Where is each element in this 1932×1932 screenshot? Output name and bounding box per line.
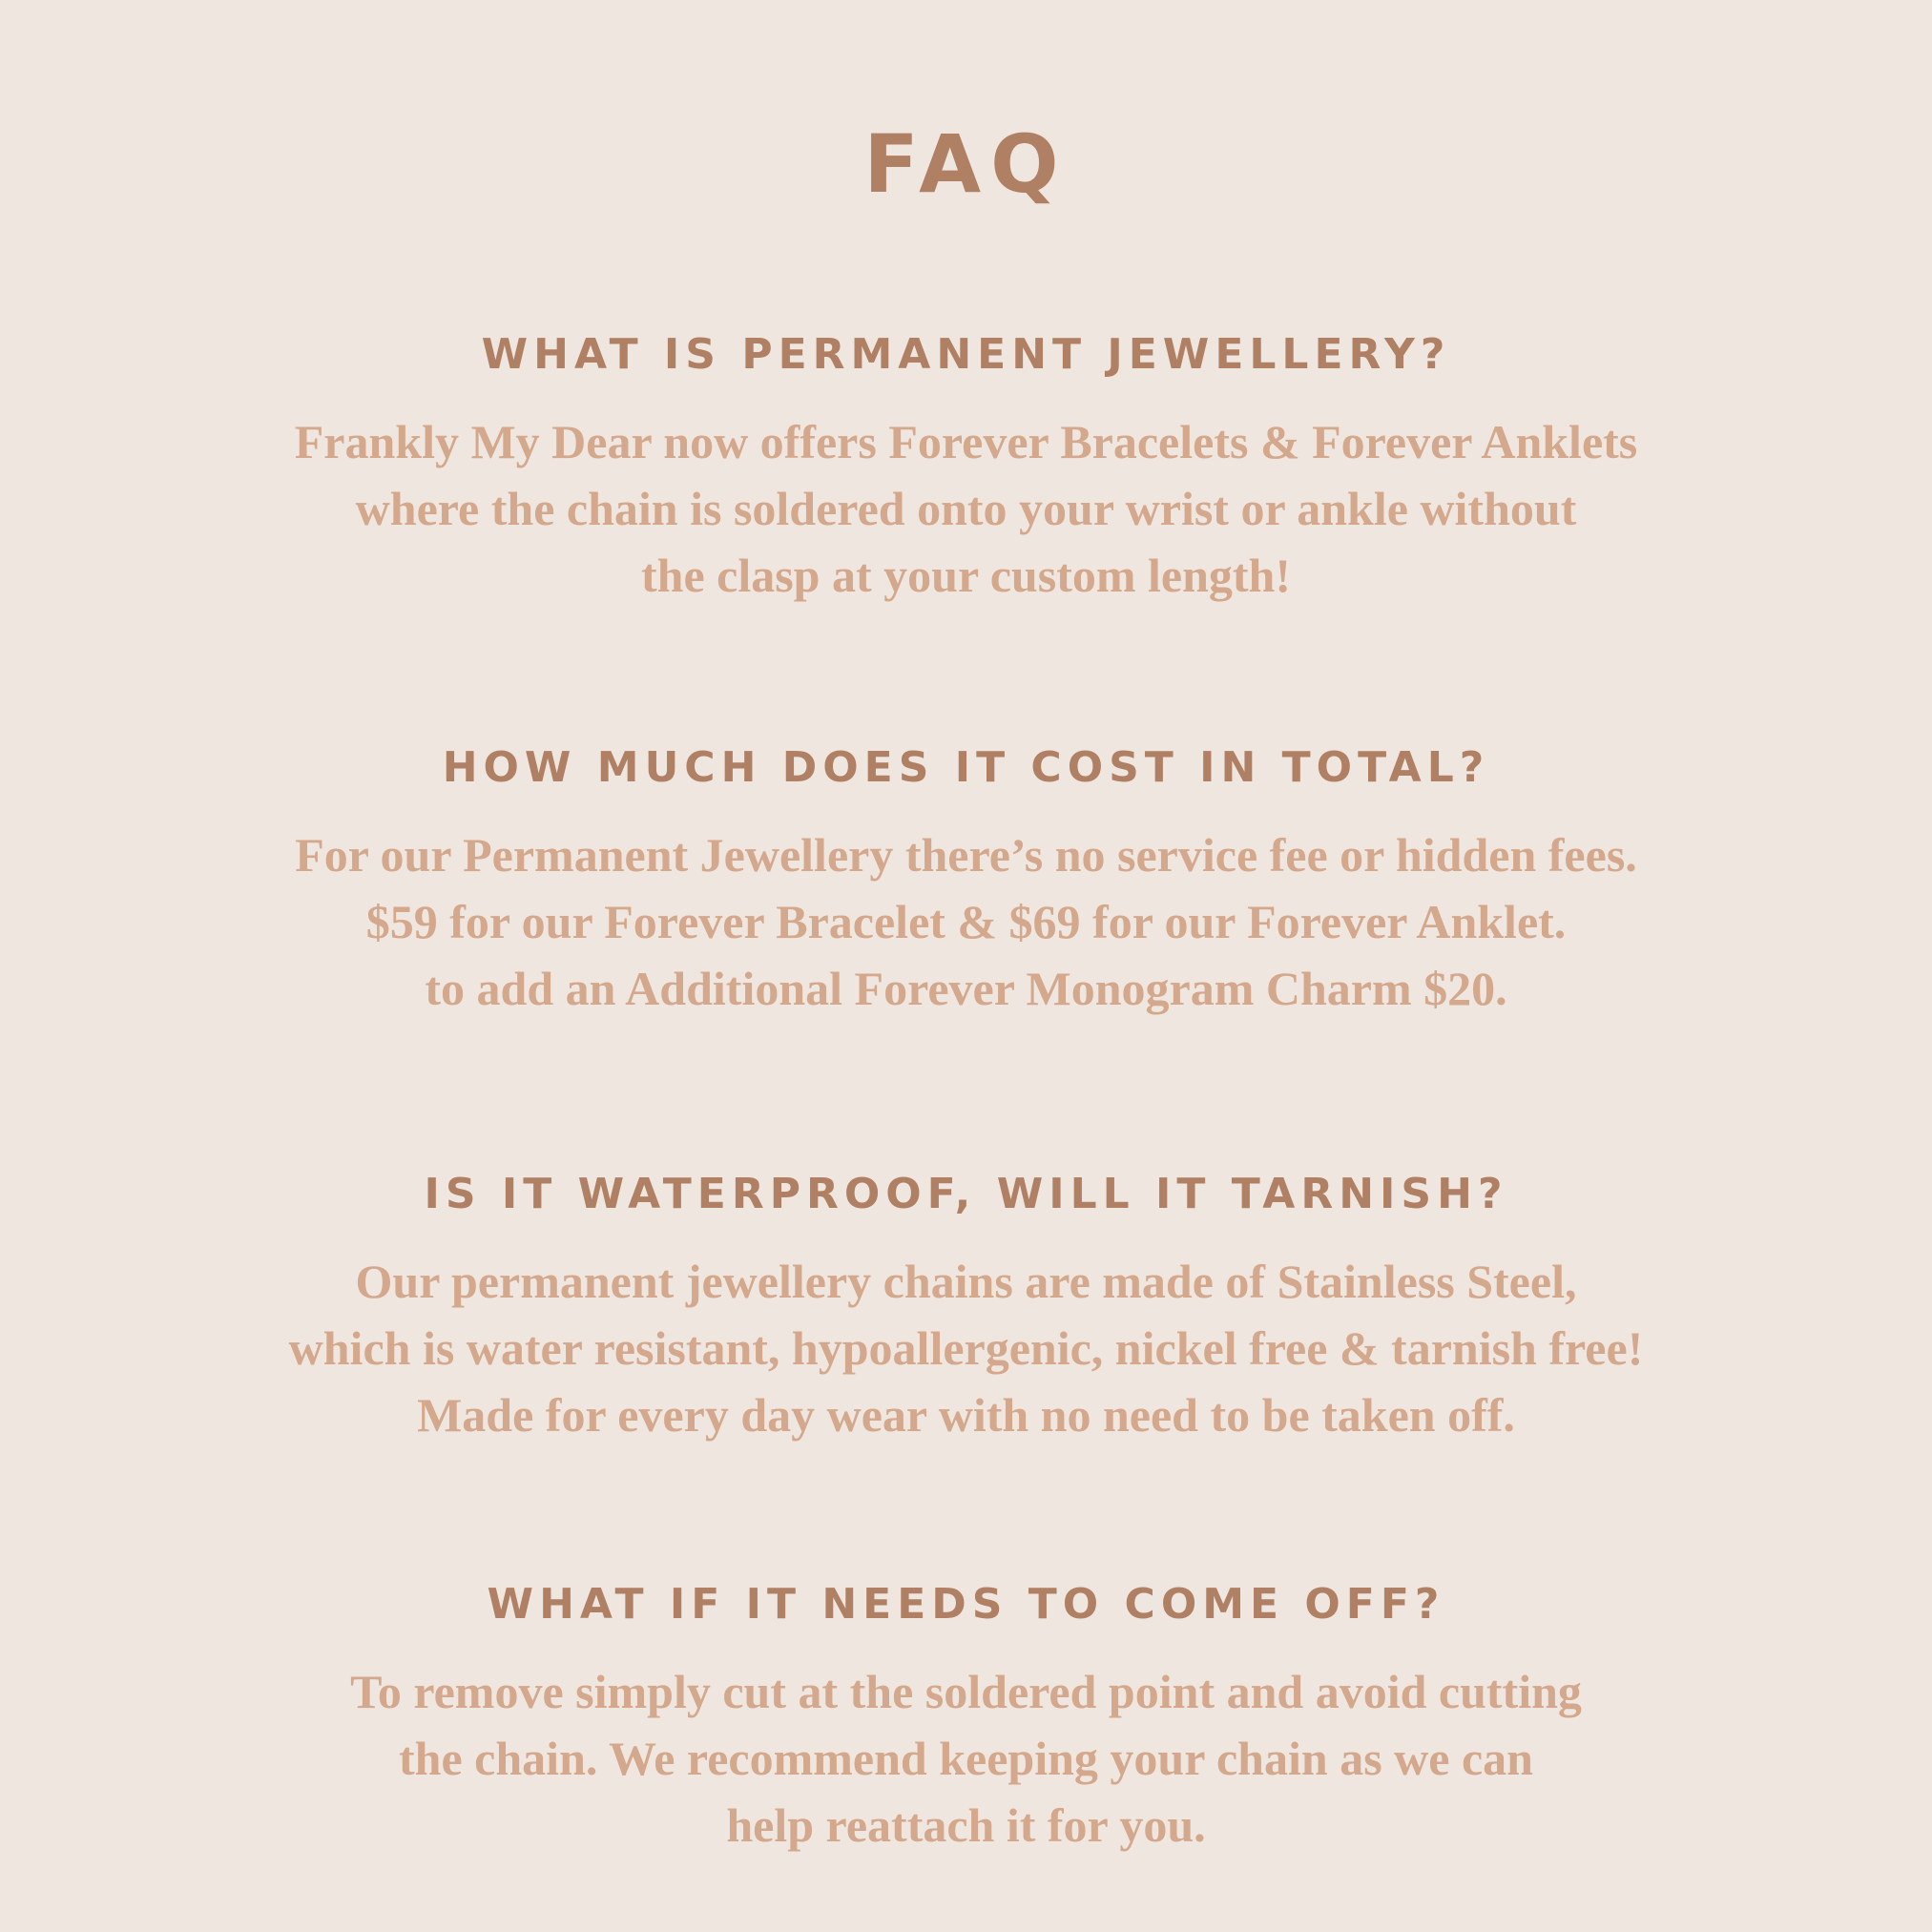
faq-answer-line: Made for every day wear with no need to be taken off. xyxy=(417,1388,1515,1442)
faq-answer-line: help reattach it for you. xyxy=(726,1798,1206,1852)
faq-question: IS IT WATERPROOF, WILL IT TARNISH? xyxy=(424,1170,1508,1218)
faq-answer-line: For our Permanent Jewellery there’s no service fee or hidden fees. xyxy=(295,828,1637,882)
faq-answer-line: the chain. We recommend keeping your chain as we can xyxy=(399,1732,1533,1785)
faq-answer-line: Our permanent jewellery chains are made of Stainless Steel, xyxy=(355,1255,1577,1308)
faq-answer xyxy=(203,821,1730,1022)
faq-answer-line: the clasp at your custom length! xyxy=(640,549,1291,602)
faq-item-cost xyxy=(0,739,1932,1022)
faq-item-removal xyxy=(0,1576,1932,1859)
faq-question: HOW MUCH DOES IT COST IN TOTAL? xyxy=(442,743,1490,792)
faq-question: WHAT IS PERMANENT JEWELLERY? xyxy=(481,330,1451,379)
faq-item-permanent-jewellery xyxy=(0,326,1932,609)
faq-answer xyxy=(203,408,1730,609)
faq-answer-line: which is water resistant, hypoallergenic, nickel free & tarnish free! xyxy=(288,1321,1644,1375)
faq-answer-line: Frankly My Dear now offers Forever Bracelets & Forever Anklets xyxy=(294,415,1638,468)
faq-answer-line: To remove simply cut at the soldered point and avoid cutting xyxy=(350,1665,1582,1718)
faq-answer-line: $59 for our Forever Bracelet & $69 for our Forever Anklet. xyxy=(365,895,1567,948)
faq-answer xyxy=(203,1658,1730,1859)
faq-item-waterproof xyxy=(0,1166,1932,1448)
faq-answer-line: to add an Additional Forever Monogram Charm $20. xyxy=(425,962,1507,1015)
faq-answer-line: where the chain is soldered onto your wrist or ankle without xyxy=(355,482,1577,535)
faq-question: WHAT IF IT NEEDS TO COME OFF? xyxy=(487,1580,1445,1629)
page-title: FAQ xyxy=(863,117,1069,211)
faq-answer xyxy=(203,1248,1730,1448)
